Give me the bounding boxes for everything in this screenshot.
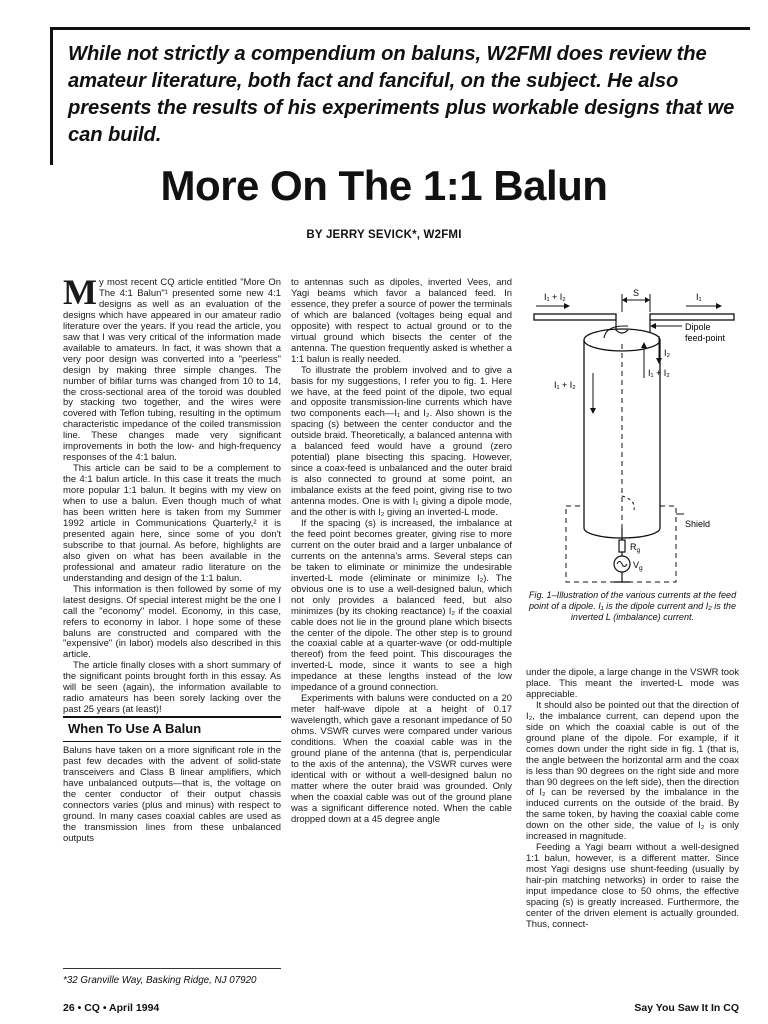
paragraph: Experiments with baluns were conducted on a 20 meter half-wave dipole at a height of 0.17 wavelength, which gave a resonant impedance of 50 ohms. VSWR curves were compared under various conditions. When the coaxial cable was in the ground plane of the antenna (that is, perpendicular to the axis of the antenna), the VSWR curves were identical with or without a well-designed balun no matter where the outer braid was grounded. Only when the coaxial cable was out of the ground plane was a significant difference noted. When the cable dropped down at a 45 degree angle — [291, 693, 512, 825]
paragraph: If the spacing (s) is increased, the imbalance at the feed point becomes greater, giving rise to more current on the outer braid and a larger unbalance of currents on the antenna's arms. Several steps can be taken to eliminate or minimize the undesirable inverted-L mode (eliminate or minimize I₂). The obvious one is to use a well-designed balun, which not only provides a balanced feed, but also minimizes (by its choking reactance) I₂ if the coaxial cable does not lie in the ground plane which bisects the center of the dipole. The other step is to ground the coaxial cable at a quarter-wave (or odd-multiple thereof) from the feed point. This discourages the inverted-L mode, since it wants to see a high impedance at these lengths instead of the low impedance of a ground connection. — [291, 517, 512, 694]
article-title: More On The 1:1 Balun — [160, 162, 608, 209]
paragraph: This article can be said to be a complement to the 4:1 balun article. In this case it treats the much more popular 1:1 balun. It begins with my view on when to use a balun. Even though much of what has been written here is taken from my Summer 1992 article in Communications Quarterly,² it is presented again here, since some of you don't subscribe to that journal. As before, highlights are also given on what has been available in the professional and amateur radio literature on the understanding and design of the 1:1 balun. — [63, 463, 281, 584]
footer-folio: 26 • CQ • April 1994 — [63, 1002, 160, 1014]
label-inner-right: I₁ + I₂ — [648, 368, 670, 378]
drop-cap: M — [63, 272, 97, 312]
byline: BY JERRY SEVICK*, W2FMI — [306, 229, 462, 241]
label-feed-point: feed-point — [685, 333, 726, 343]
paragraph: to antennas such as dipoles, inverted Vees, and Yagi beams which favor a balanced feed. In essence, they prefer a source of power the terminals of which are balanced (voltages being equal and opposite) with respect to actual ground or to the virtual ground which bisects the center of the antenna. The question frequently asked is whether a 1:1 balun is really needed. — [291, 277, 512, 365]
figure-caption: Fig. 1–Illustration of the various currents at the feed point of a dipole. I₁ is the dipole current and I₂ is the inverted L (imbalance) current. — [528, 590, 737, 622]
label-i2: I₂ — [664, 348, 670, 358]
paragraph: To illustrate the problem involved and to give a basis for my suggestions, I refer you to fig. 1. Here we have, at the feed point of the dipole, two equal and opposite transmission-line currents which have two components each—I₁ and I₂. Also shown is the spacing (s) between the center conductor and the outside braid. Theoretically, a balanced antenna with a balanced feed would have a ground (zero potential) plane bisecting this spacing. However, since a coax-feed is unbalanced and the outer braid is also connected to ground at some point, an imbalance exists at the feed point, giving rise to two antenna modes. One is with I₁ giving a dipole mode, and the other is with I₂ giving an inverted-L mode. — [291, 364, 512, 519]
dipole-right-arm — [650, 314, 734, 320]
paragraph: The article finally closes with a short summary of the significant points brought forth in this essay. As will be seen (again), the information available to radio amateurs has been sorely lacking over the past 25 years (at least)! — [63, 660, 281, 716]
footer-tagline: Say You Saw It In CQ — [634, 1002, 739, 1014]
paragraph: It should also be pointed out that the direction of I₂, the imbalance current, can depend upon the side on which the coaxial cable is out of the ground plane of the dipole. For example, if it comes down under the right side in fig. 1 (that is, the angle between the horizontal arm and the coax is less than 90 degrees on the right side and more than 90 degrees on the left side), then the direction of I₂ can be reversed by the imbalance in the induced currents on the outside of the braid. By the same token, by having the coaxial cable come down on the other side, the value of I₂ is only increased in magnitude. — [526, 699, 740, 843]
paragraph: Feeding a Yagi beam without a well-designed 1:1 balun, however, is a different matter. Since most Yagi designs use shunt-feeding (usually by hair-pin matching networks) in order to raise the input impedance close to 50 ohms, the effective spacing (s) is greatly increased. Furthermore, the center of the driven element is actually grounded. Thus, connect- — [526, 842, 739, 930]
label-inner-left: I₁ + I₂ — [554, 380, 576, 390]
paragraph: My most recent CQ article entitled "More On The 4:1 Balun"¹ presented some new 4:1 designs as well as an evaluation of the designs which have appeared in our amateur radio literature over the years. If you read the article, you saw that I was very critical of the information made available to amateurs. In fact, it was shown that a very poor design was converted into a "peerless" design by making three simple changes. The number of bifilar turns was changed from 10 to 14, the cross-sectional area of the toroid was doubled by stacking two together, and the wires were covered with Teflon tubing, resulting in the optimum characteristic impedance of the coiled transmission line. These changes made very significant improvements in both the low- and high-frequency responses of the 4:1 balun. — [63, 272, 281, 464]
paragraph: under the dipole, a large change in the VSWR took place. This meant the inverted-L mode was appreciable. — [526, 667, 739, 700]
column-1 — [63, 272, 281, 716]
label-spacing: S — [633, 288, 640, 298]
label-dipole: Dipole — [685, 322, 711, 332]
paragraph: This information is then followed by some of my latest designs. Of special interest might be the one I call the "economy" model. Economy, in this case, refers to economy in labor. I hope some of these baluns are constructed and compared with the "expensive" (in labor) models also described in this article. — [63, 583, 281, 661]
footnote-rule — [63, 968, 281, 969]
top-rule — [50, 27, 750, 30]
intro-deck: While not strictly a compendium on baluns, W2FMI does review the amateur literature, both fact and fanciful, on the subject. He also presents the results of his experiments plus workable designs that we can build. — [68, 43, 735, 146]
resistor-rg — [619, 540, 625, 552]
left-rule — [50, 27, 53, 165]
section-subhead — [63, 716, 281, 742]
subhead-text: When To Use A Balun — [68, 721, 202, 736]
figure-1-diagram — [526, 278, 739, 586]
arrowhead — [622, 297, 627, 303]
arrowhead — [564, 303, 570, 309]
column-2 — [291, 278, 512, 826]
label-vg: $V_g$ — [633, 560, 643, 572]
column-1-continued — [63, 746, 281, 845]
label-shield: Shield — [685, 519, 711, 529]
dipole-left-arm — [534, 314, 616, 320]
arrowhead — [716, 303, 722, 309]
paragraph: Baluns have taken on a more significant role in the past few decades with the advent of solid-state transceivers and Class B linear amplifiers, which have unbalanced outputs—that is, the voltage on the center conductor of their output chassis connectors varies (plus and minus) with respect to ground. In many cases coaxial cables are used as the transmission lines from these unbalanced outputs — [63, 745, 281, 844]
label-rg: $R_g$ — [630, 542, 641, 554]
label-i1i2-top: I₁ + I₂ — [544, 292, 566, 302]
arrowhead — [650, 323, 656, 329]
arrowhead — [645, 297, 650, 303]
column-3 — [526, 668, 739, 931]
label-i1-right: I₁ — [696, 292, 702, 302]
author-footnote: *32 Granville Way, Basking Ridge, NJ 07920 — [63, 975, 257, 986]
